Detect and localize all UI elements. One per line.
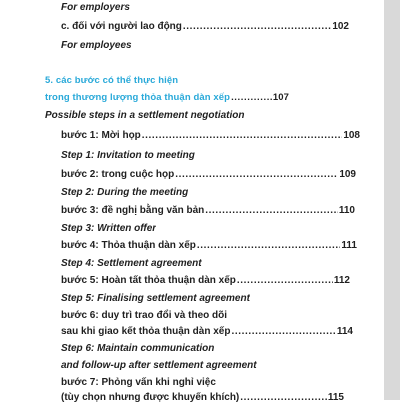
toc-entry-label: bước 5: Hoàn tất thỏa thuận dàn xếp xyxy=(61,275,236,286)
toc-page-number: 114 xyxy=(336,326,353,337)
toc-page-number: 110 xyxy=(338,205,355,216)
toc-entry-label: bước 3: đề nghị bằng văn bản xyxy=(61,205,205,216)
toc-entry-label: (tùy chọn nhưng được khuyến khích) xyxy=(61,392,240,403)
toc-page-number: 102 xyxy=(332,21,349,32)
dot-leader xyxy=(205,203,338,219)
section-heading-line1: 5. các bước có thể thực hiện xyxy=(45,75,179,86)
toc-subheading-employers: For employers xyxy=(61,2,130,13)
dot-leader xyxy=(142,128,343,144)
toc-entry-label: bước 2: trong cuộc họp xyxy=(61,169,175,180)
toc-english-step2: Step 2: During the meeting xyxy=(61,187,189,198)
toc-entry-step1[interactable] xyxy=(61,128,360,144)
toc-page-number: 112 xyxy=(333,275,350,286)
toc-entry-step5[interactable] xyxy=(61,273,350,289)
dot-leader xyxy=(240,390,327,406)
toc-page-number: 111 xyxy=(341,240,357,251)
page-edge-shadow xyxy=(384,0,400,400)
section-heading-line2: trong thương lượng thỏa thuận dàn xếp xyxy=(45,92,231,103)
toc-entry-step2[interactable] xyxy=(61,167,356,183)
dot-leader xyxy=(231,324,335,340)
toc-english-step4: Step 4: Settlement agreement xyxy=(61,258,202,269)
toc-entry-step6-line1: bước 6: duy trì trao đổi và theo dõi xyxy=(61,310,228,321)
toc-entry-step3[interactable] xyxy=(61,203,355,219)
toc-page-number: 108 xyxy=(343,130,360,141)
toc-entry-label: bước 4: Thỏa thuận dàn xếp xyxy=(61,240,196,251)
toc-entry-step6[interactable] xyxy=(61,324,353,340)
toc-entry-label: sau khi giao kết thỏa thuận dàn xếp xyxy=(61,326,231,337)
toc-subheading-employees: For employees xyxy=(61,40,132,51)
toc-english-step6-line2: and follow-up after settlement agreement xyxy=(61,360,257,371)
dot-leader xyxy=(197,238,340,254)
section-heading-5[interactable] xyxy=(45,90,289,106)
dot-leader xyxy=(175,167,338,183)
toc-english-step1: Step 1: Invitation to meeting xyxy=(61,150,195,161)
toc-english-step5: Step 5: Finalising settlement agreement xyxy=(61,293,250,304)
dot-leader xyxy=(231,90,272,106)
toc-page-number: 107 xyxy=(272,92,289,103)
toc-entry-step4[interactable] xyxy=(61,238,357,254)
dot-leader xyxy=(237,273,333,289)
toc-english-step3: Step 3: Written offer xyxy=(61,223,157,234)
toc-page-number: 115 xyxy=(327,392,344,403)
section-english-title: Possible steps in a settlement negotiation xyxy=(45,110,245,121)
toc-entry-c[interactable] xyxy=(61,19,349,35)
toc-entry-step7[interactable] xyxy=(61,390,344,406)
toc-entry-label: bước 1: Mời họp xyxy=(61,130,141,141)
dot-leader xyxy=(183,19,331,35)
toc-entry-label: c. đối với người lao động xyxy=(61,21,182,32)
toc-entry-step7-line1: bước 7: Phỏng vấn khi nghỉ việc xyxy=(61,377,216,388)
toc-english-step6-line1: Step 6: Maintain communication xyxy=(61,343,215,354)
toc-page-number: 109 xyxy=(339,169,356,180)
